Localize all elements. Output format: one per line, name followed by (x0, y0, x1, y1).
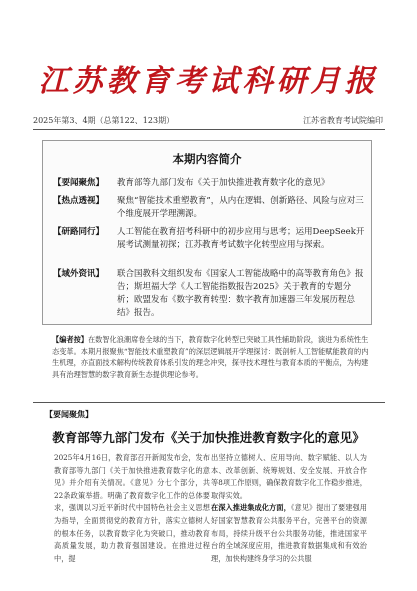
editor-note-label: 【编者按】 (52, 335, 88, 344)
article-headline: 教育部等九部门发布《关于加快推进教育数字化的意见》 (52, 430, 365, 445)
toc-item-text: 联合国教科文组织发布《国家人工智能战略中的高等教育角色》报告；斯坦福大学《人工智能指数报告2025》关于教育的专题分析；欧盟发布《数字教育转型：数字教育加速器三年发展历程总结》报告。 (117, 269, 364, 318)
toc-item-text: 人工智能在教育招考科研中的初步应用与思考；运用DeepSeek开展考试测量初探；江苏教育考试数字化转型应用与探索。 (117, 227, 365, 250)
toc-item-label: 【域外资讯】 (53, 269, 105, 279)
header-rule (33, 129, 385, 130)
article-column-left: 2025年4月16日，教育部召开新闻发布会，发布教育部等九部门《关于加快推进教育数字化的意见》并介绍有关情况。《意见》分七个部分，共22条政策举措。明确了教育数字化工作的总体要求，强调以习近平新时代中国特色社会主义思想为指导，全面贯彻党的教育方针，落实立德树人的根本任务，以教育数字化为突破口，推动教育高质量发展，助力教育强国建设。在推进过程中，提 (54, 453, 210, 563)
toc-item (53, 177, 365, 190)
toc-item (53, 226, 365, 252)
toc-title: 本期内容简介 (172, 152, 242, 166)
toc-item-label: 【要闻聚焦】 (53, 178, 105, 188)
section-rule (33, 402, 385, 403)
toc-box (42, 140, 372, 325)
toc-item-text: 聚焦“智能技术重塑教育”，从内在逻辑、创新路径、风险与应对三个维度展开学理溯源。 (117, 196, 364, 219)
toc-item (53, 268, 365, 320)
article-column-right (211, 452, 367, 565)
article-text: 出坚持立德树人、应用导向、数字赋能、以人为本、改革创新、统筹规划、安全发展、开放合作等8项工作原则，确保教育数字化工作稳步推进，取得实效。 (211, 453, 367, 500)
section-tag: 【要闻聚焦】 (45, 409, 93, 419)
toc-item-label: 【研路同行】 (53, 227, 105, 237)
issue-info: 2025年第3、4期（总第122、123期） (33, 116, 175, 125)
editor-note (52, 334, 370, 380)
editor-note-text: 在数智化浪潮席卷全球的当下，教育数字化转型已突破工具性辅助阶段，演进为系统性生态变革。本期月报聚焦“智能技术重塑教育”的深层逻辑展开学理探讨：既剖析人工智能赋能教育的内生机理，亦直面技术解构传统教育体系引发的理念冲突，探寻技术理性与教育本质的平衡点，为构建具有治理智慧的数字教育新生态提供理论参考。 (52, 335, 369, 379)
toc-item (53, 195, 365, 221)
article-subhead: 在深入推进集成化方面， (211, 503, 291, 513)
article-text: 《意见》提出了要建强用好国家智慧教育公共服务平台，完善平台的资源布局，持续升级平台公共服务功能，推进国家平台的全域深度应用，推进教育数据集成和有效治理，加快构建终身学习的公共服 (211, 503, 367, 563)
masthead-title: 江苏教育考试科研月报 (38, 64, 379, 99)
toc-item-text: 教育部等九部门发布《关于加快推进教育数字化的意见》 (117, 178, 330, 188)
toc-item-label: 【热点透视】 (53, 196, 105, 206)
publisher-info: 江苏省教育考试院编印 (303, 116, 383, 125)
